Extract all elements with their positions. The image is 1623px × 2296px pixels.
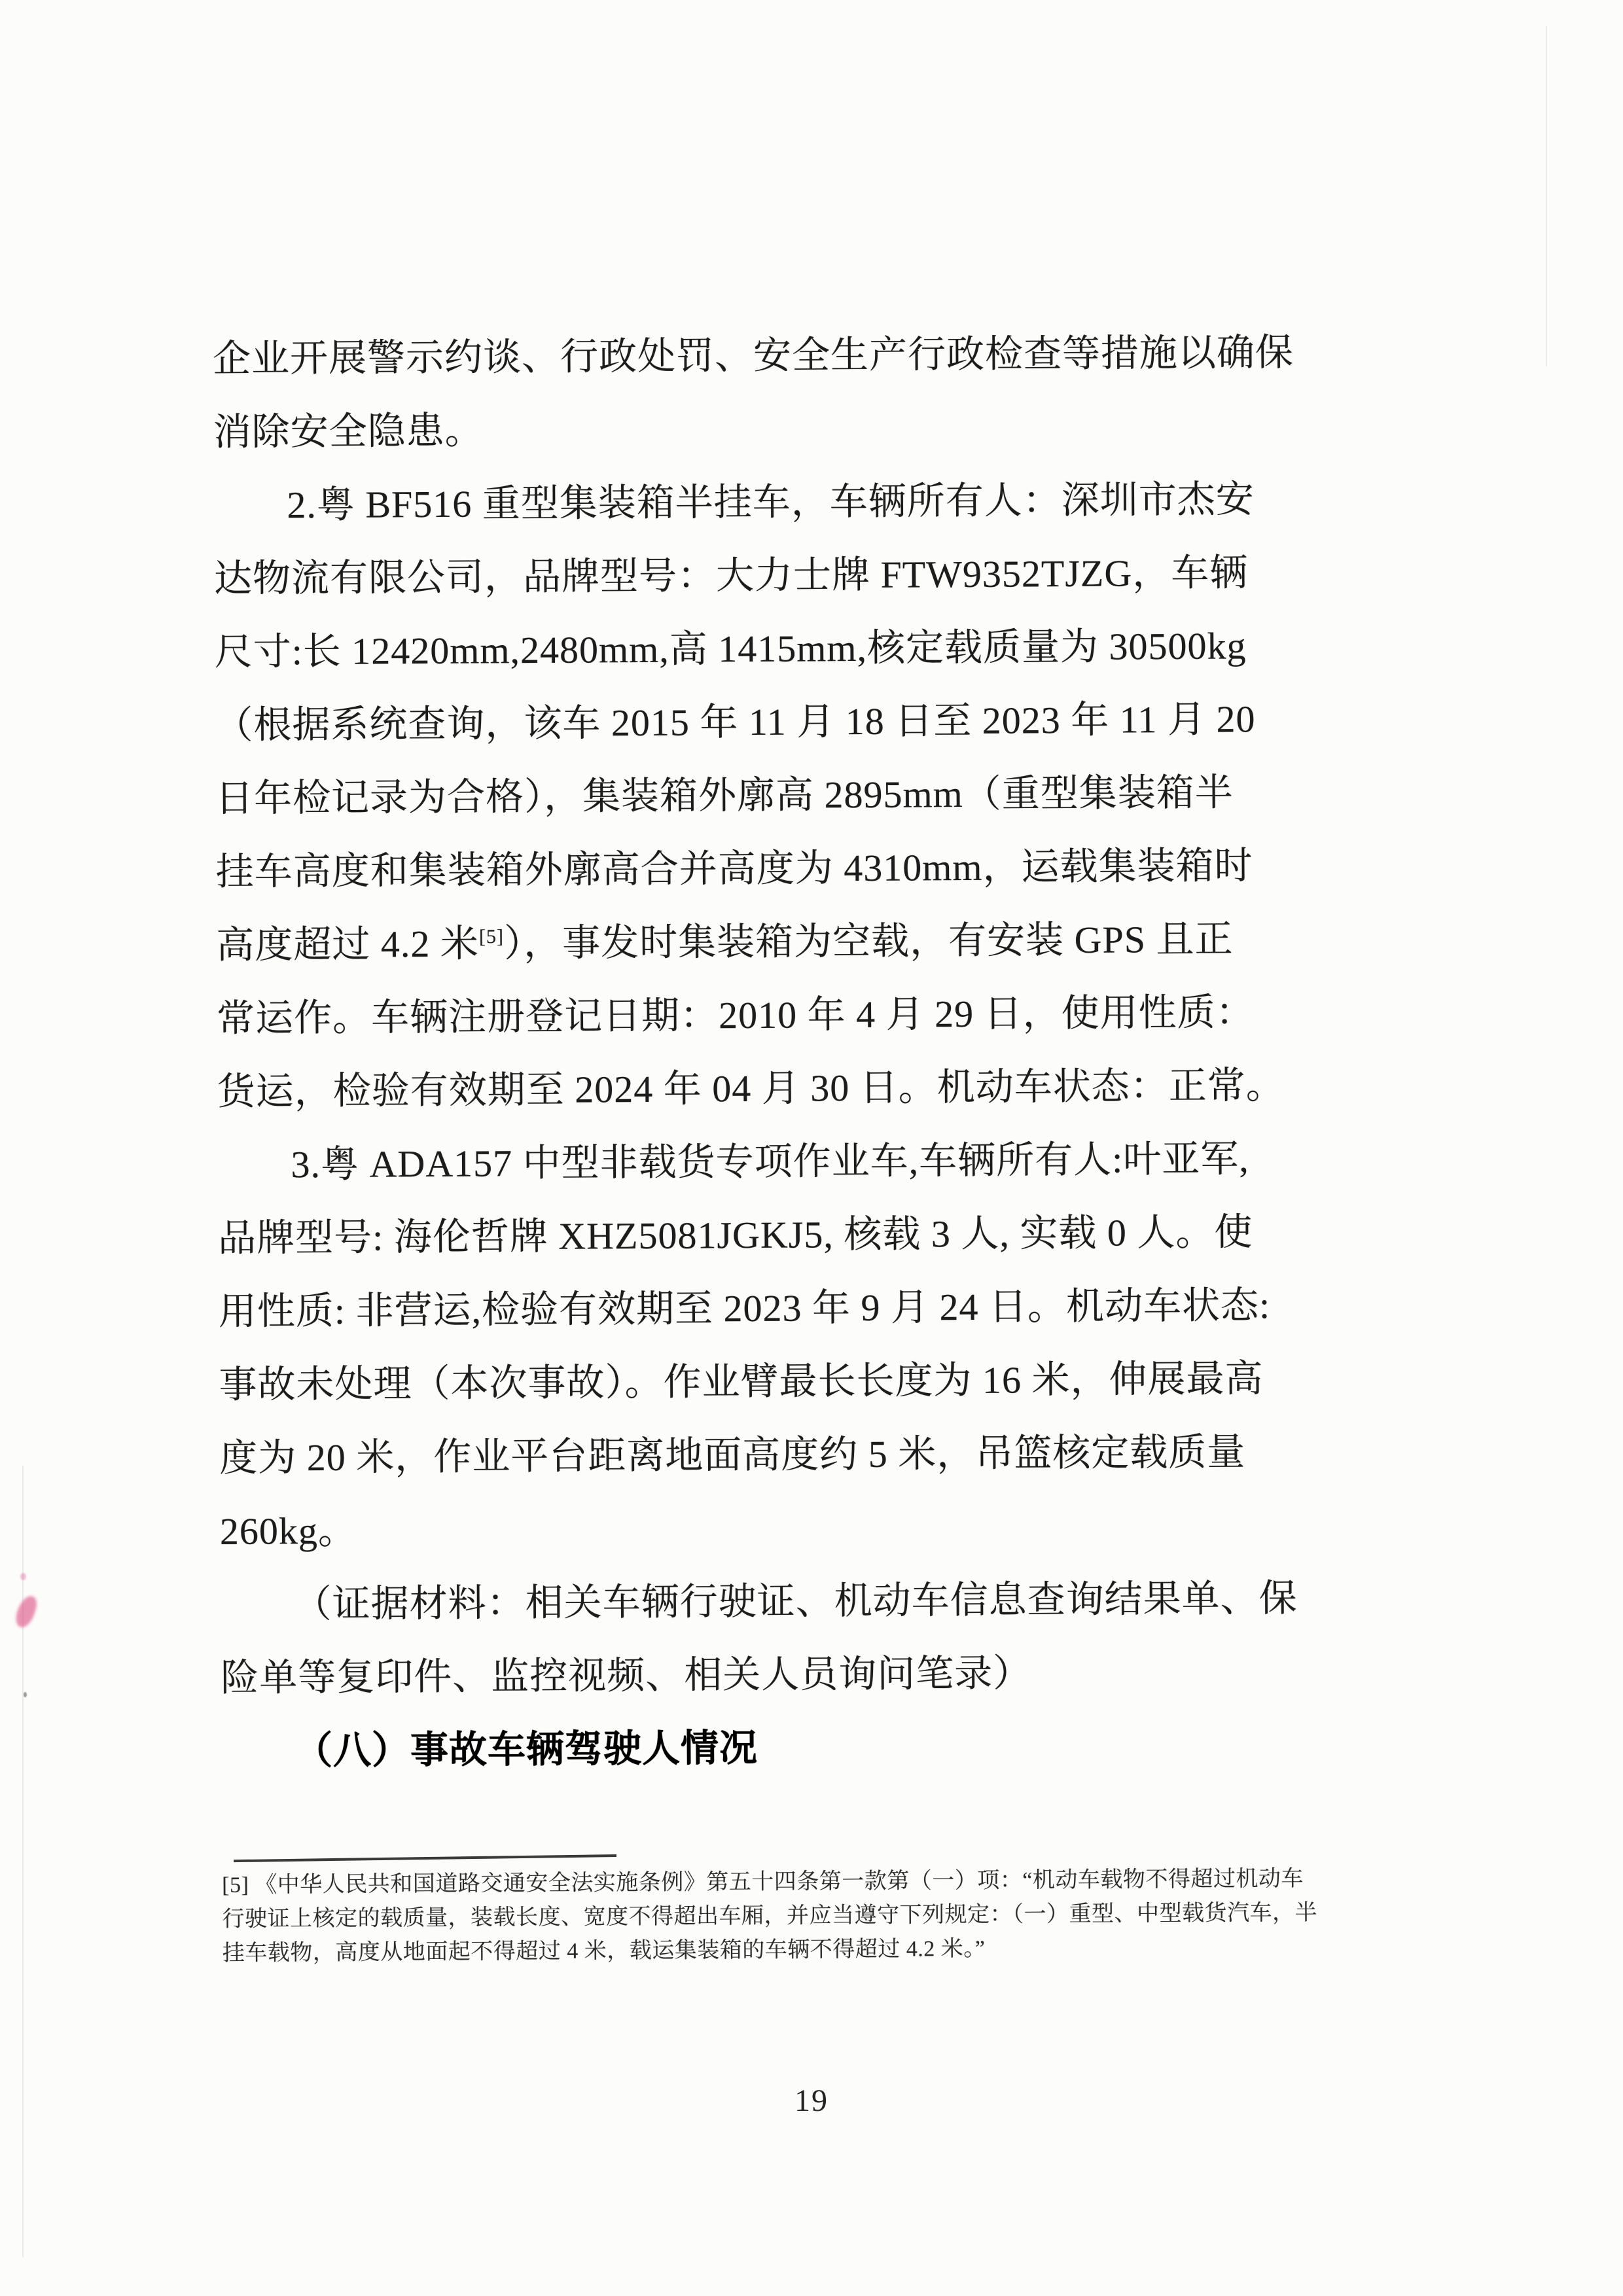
body-line: 企业开展警示约谈、行政处罚、安全生产行政检查等措施以确保 <box>212 330 1294 381</box>
footnote-ref: [5] <box>478 925 505 948</box>
scan-speck <box>24 1692 27 1697</box>
pink-ink-dot <box>20 1573 26 1580</box>
footnote-block <box>222 1862 1424 1971</box>
body-line: 货运，检验有效期至 2024 年 04 月 30 日。机动车状态：正常。 <box>217 1064 1285 1113</box>
body-line: （根据系统查询，该车 2015 年 11 月 18 日至 2023 年 11 月 20 <box>215 698 1256 747</box>
page-number: 19 <box>794 2083 829 2118</box>
scan-edge-streak <box>1546 26 1547 366</box>
body-line-paragraph-start: 3.粤 ADA157 中型非载货专项作业车,车辆所有人:叶亚军, <box>291 1137 1249 1186</box>
body-line: 消除安全隐患。 <box>213 409 484 454</box>
section-heading: （八）事故车辆驾驶人情况 <box>294 1726 758 1773</box>
body-line: 品牌型号: 海伦哲牌 XHZ5081JGKJ5, 核载 3 人, 实载 0 人。使 <box>217 1210 1253 1260</box>
body-line: 挂车高度和集装箱外廓高合并高度为 4310mm，运载集装箱时 <box>215 844 1253 893</box>
body-line: 常运作。车辆注册登记日期：2010 年 4 月 29 日，使用性质： <box>216 991 1255 1040</box>
body-line: 用性质: 非营运,检验有效期至 2023 年 9 月 24 日。机动车状态: <box>218 1284 1271 1333</box>
body-line: 尺寸:长 12420mm,2480mm,高 1415mm,核定载质量为 30500kg <box>214 624 1247 674</box>
body-line: 险单等复印件、监控视频、相关人员询问笔录） <box>221 1651 1032 1699</box>
scan-edge-streak <box>22 1466 24 2257</box>
body-line: 260kg。 <box>219 1509 357 1553</box>
footnote-separator-rule <box>234 1854 616 1862</box>
body-line-text: 高度超过 4.2 米 <box>216 922 480 966</box>
footnote-line: 行驶证上核定的载质量，装载长度、宽度不得超出车厢，并应当遵守下列规定：（一）重型、中型载货汽车，半 <box>222 1900 1318 1932</box>
body-line: 事故未处理（本次事故）。作业臂最长长度为 16 米，伸展最高 <box>219 1357 1264 1406</box>
body-line: 日年检记录为合格），集装箱外廓高 2895mm（重型集装箱半 <box>215 771 1234 820</box>
body-line: 度为 20 米，作业平台距离地面高度约 5 米，吊篮核定载质量 <box>219 1430 1246 1479</box>
body-line-paragraph-start: （证据材料：相关车辆行驶证、机动车信息查询结果单、保 <box>293 1576 1298 1626</box>
body-line-paragraph-start: 2.粤 BF516 重型集装箱半挂车，车辆所有人：深圳市杰安 <box>287 478 1255 527</box>
body-text-block <box>213 315 1423 1788</box>
body-line-text: ），事发时集装箱为空载，有安装 GPS 且正 <box>503 917 1234 965</box>
footnote-line: [5] 《中华人民共和国道路交通安全法实施条例》第五十四条第一款第（一）项：“机动车载物不得超过机动车 <box>222 1866 1304 1898</box>
body-line <box>216 902 1418 982</box>
footnote-line: 挂车载物，高度从地面起不得超过 4 米，载运集装箱的车辆不得超过 4.2 米。” <box>222 1936 986 1966</box>
body-line: 达物流有限公司，品牌型号：大力士牌 FTW9352TJZG，车辆 <box>213 551 1249 601</box>
